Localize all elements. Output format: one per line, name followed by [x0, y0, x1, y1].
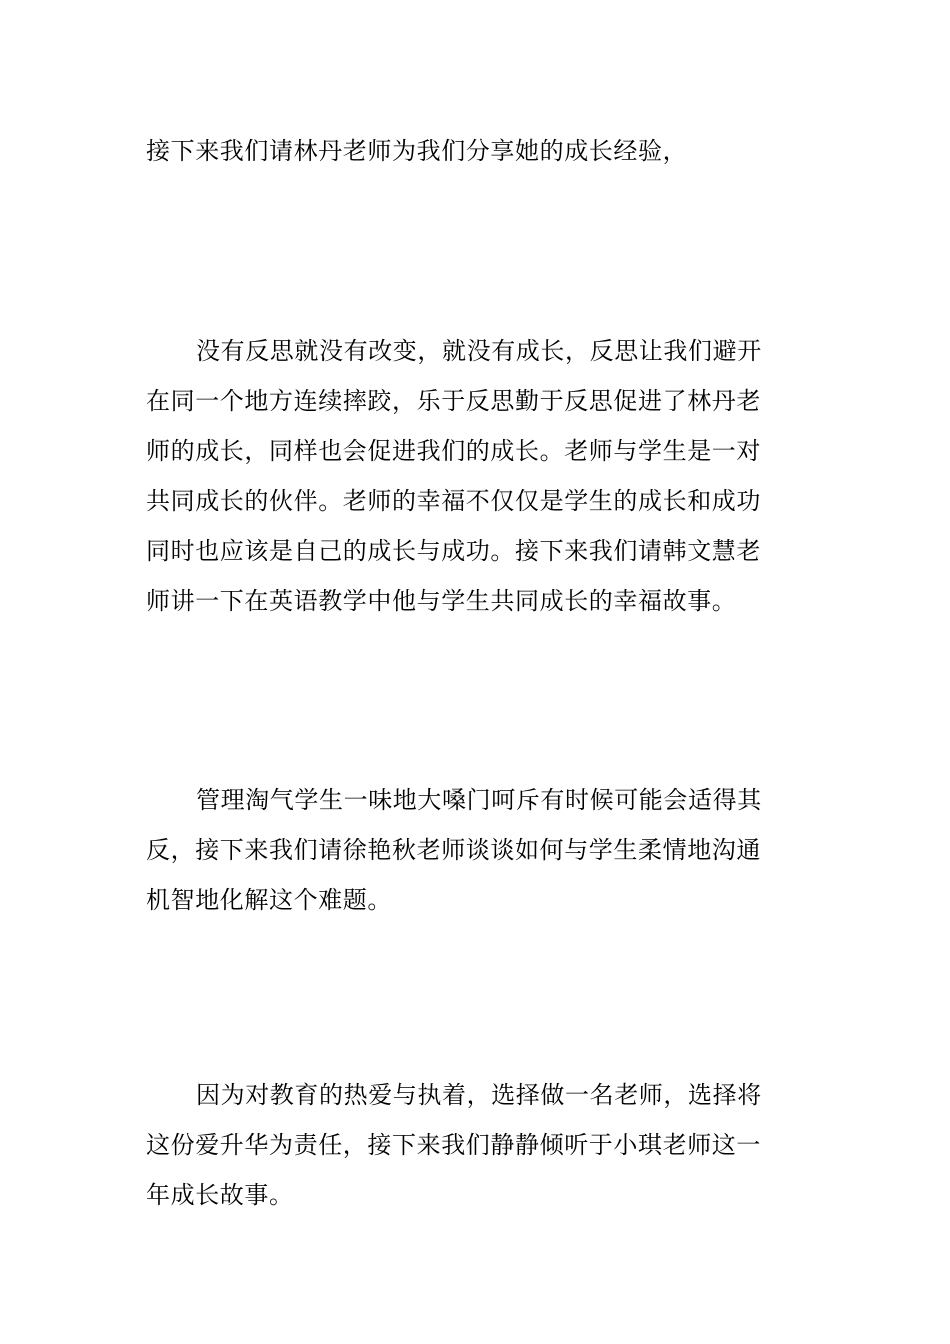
text-line: 反，接下来我们请徐艳秋老师谈谈如何与学生柔情地沟通 — [146, 836, 761, 864]
text-line: 共同成长的伙伴。老师的幸福不仅仅是学生的成长和成功 — [146, 487, 761, 515]
text-line: 管理淘气学生一味地大嗓门呵斥有时候可能会适得其 — [196, 786, 762, 814]
text-line: 年成长故事。 — [146, 1181, 294, 1209]
paragraph-love-of-education — [146, 1070, 806, 1220]
text-line: 机智地化解这个难题。 — [146, 886, 392, 914]
text-line: 师讲一下在英语教学中他与学生共同成长的幸福故事。 — [146, 587, 737, 615]
text-line: 同时也应该是自己的成长与成功。接下来我们请韩文慧老 — [146, 537, 761, 565]
text-line: 在同一个地方连续摔跤，乐于反思勤于反思促进了林丹老 — [146, 387, 761, 415]
text-line: 这份爱升华为责任，接下来我们静静倾听于小琪老师这一 — [146, 1131, 761, 1159]
paragraph-reflection — [146, 326, 806, 626]
text-line: 没有反思就没有改变，就没有成长，反思让我们避开 — [196, 337, 762, 365]
paragraph-naughty-students — [146, 775, 806, 925]
text-line: 接下来我们请林丹老师为我们分享她的成长经验， — [146, 137, 688, 165]
paragraph-intro-lin-dan — [146, 126, 806, 176]
text-line: 师的成长，同样也会促进我们的成长。老师与学生是一对 — [146, 437, 761, 465]
text-line: 因为对教育的热爱与执着，选择做一名老师，选择将 — [196, 1081, 762, 1109]
